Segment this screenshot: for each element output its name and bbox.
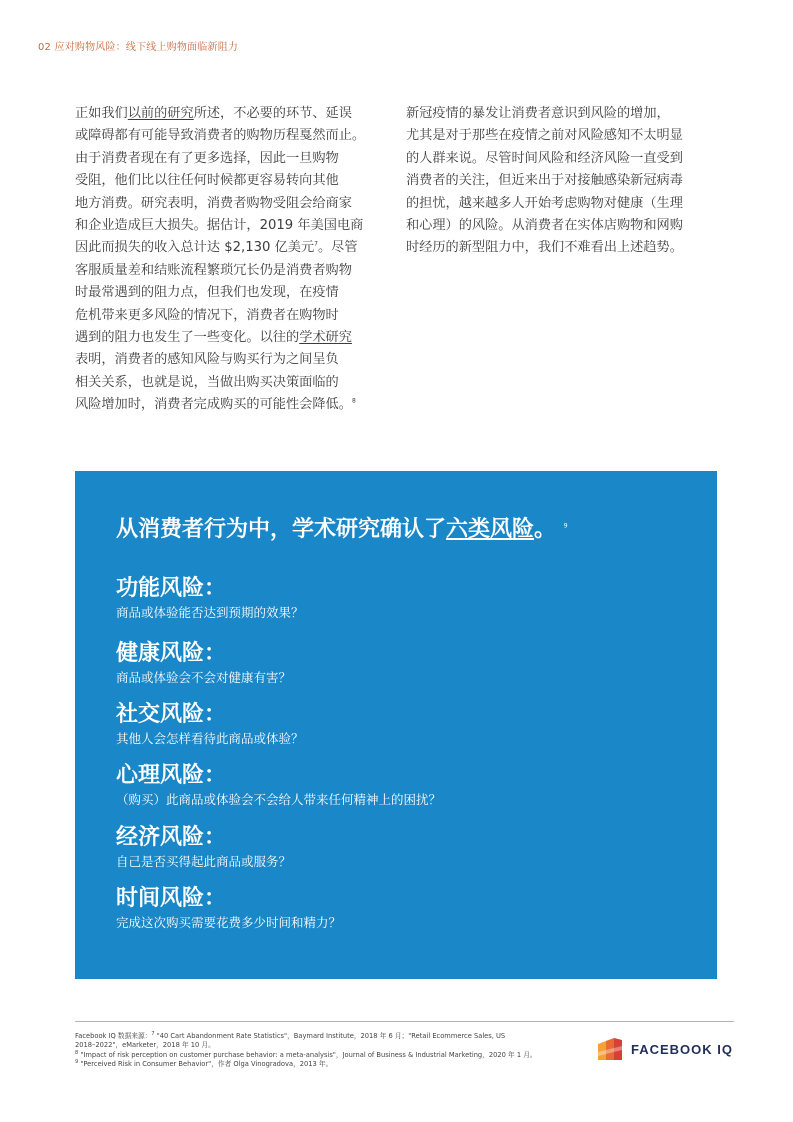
- risk-name: 社交风险：: [116, 702, 227, 727]
- right-line-6: 和心理）的风险。从消费者在实体店购物和网购: [406, 218, 683, 234]
- risk-name: 功能风险：: [116, 576, 227, 601]
- footnote-line-3: $^8$ "Impact of risk perception on customer purchase behavior: a meta-analysis"，Journal of Business & Industrial Marketing，2020 年 1 月。: [75, 1049, 537, 1059]
- right-column: [406, 103, 720, 260]
- risk-health: [116, 641, 291, 687]
- left-line-11: 遇到的阻力也发生了一些变化。以往的学术研究: [75, 330, 352, 346]
- left-line-2: 或障碍都有可能导致消费者的购物历程戛然而止。: [75, 128, 366, 144]
- right-line-1: 新冠疫情的暴发让消费者意识到风险的增加，: [406, 106, 670, 121]
- risk-name: 健康风险：: [116, 641, 227, 666]
- footnotes: [75, 1032, 595, 1070]
- left-line-14: 风险增加时，消费者完成购买的可能性会降低。$^8$: [75, 397, 356, 413]
- facebook-iq-logo-icon: [598, 1038, 622, 1060]
- left-line-12: 表明，消费者的感知风险与购买行为之间呈负: [75, 352, 339, 368]
- left-line-3: 由于消费者现在有了更多选择，因此一旦购物: [75, 150, 339, 166]
- right-line-4: 消费者的关注，但近来出于对接触感染新冠病毒: [406, 173, 683, 189]
- left-column: [75, 103, 397, 417]
- risk-desc: 商品或体验会不会对健康有害？: [116, 670, 292, 685]
- brand-name: FACEBOOK IQ: [631, 1041, 734, 1057]
- section-header: 02 应对购物风险：线下线上购物面临新阻力: [38, 42, 239, 53]
- footnote-line-1: Facebook IQ 数据来源：$^7$ "40 Cart Abandonment Rate Statistics"，Baymard Institute，2018 年 6 月；"Retail Ecommerce Sales, US: [75, 1030, 506, 1040]
- previous-research-link[interactable]: 以前的研究: [127, 106, 194, 121]
- risk-time: [116, 886, 341, 932]
- right-line-3: 的人群来说。尽管时间风险和经济风险一直受到: [406, 150, 683, 166]
- left-line-6: 和企业造成巨大损失。据估计，2019 年美国电商: [75, 218, 364, 234]
- left-line-5: 地方消费。研究表明，消费者购物受阻会给商家: [75, 195, 352, 211]
- left-line-8: 客服质量差和结账流程繁琐冗长仍是消费者购物: [75, 262, 352, 278]
- risk-desc: 完成这次购买需要花费多少时间和精力？: [116, 915, 342, 930]
- footnote-ref-7[interactable]: 7: [314, 241, 318, 249]
- risk-name: 心理风险：: [116, 763, 227, 788]
- risk-desc: 商品或体验能否达到预期的效果？: [116, 605, 304, 620]
- risk-desc: 自己是否买得起此商品或服务？: [116, 854, 292, 869]
- footnote-line-2: 2018–2022"，eMarketer，2018 年 10 月。: [75, 1041, 215, 1050]
- risk-name: 经济风险：: [116, 825, 227, 850]
- left-line-9: 时最常遇到的阻力点，但我们也发现，在疫情: [75, 285, 339, 301]
- left-line-4: 受阻，他们比以往任何时候都更容易转向其他: [75, 173, 339, 189]
- risk-psychological: [116, 763, 441, 809]
- academic-research-link[interactable]: 学术研究: [299, 330, 352, 346]
- six-risks-panel: [75, 471, 717, 979]
- risk-desc: （购买）此商品或体验会不会给人带来任何精神上的困扰？: [116, 792, 442, 807]
- footnote-ref-9[interactable]: 9: [563, 522, 568, 530]
- left-line-13: 相关关系，也就是说，当做出购买决策面临的: [75, 374, 339, 390]
- right-line-7: 时经历的新型阻力中，我们不难看出上述趋势。: [406, 240, 683, 256]
- six-risks-link[interactable]: 六类风险: [446, 517, 535, 542]
- risk-desc: 其他人会怎样看待此商品或体验？: [116, 731, 304, 746]
- footnote-ref-8[interactable]: 8: [351, 397, 356, 405]
- right-line-5: 的担忧，越来越多人开始考虑购物对健康（生理: [406, 195, 683, 211]
- risk-financial: [116, 825, 291, 871]
- left-line-10: 危机带来更多风险的情况下，消费者在购物时: [75, 307, 339, 323]
- panel-title: 从消费者行为中，学术研究确认了六类风险。 $^9$: [116, 517, 568, 542]
- risk-functional: [116, 576, 304, 622]
- footnote-line-4: $^9$ "Perceived Risk in Consumer Behavior"，作者 Olga Vinogradova，2013 年。: [75, 1058, 333, 1069]
- risk-social: [116, 702, 304, 748]
- left-line-1: 正如我们以前的研究所述，不必要的环节、延误: [75, 106, 352, 121]
- risk-name: 时间风险：: [116, 886, 227, 911]
- facebook-iq-brand: [598, 1038, 733, 1060]
- footer-divider: [75, 1021, 734, 1022]
- right-line-2: 尤其是对于那些在疫情之前对风险感知不太明显: [406, 128, 683, 144]
- left-line-7: 因此而损失的收入总计达 $2,130 亿美元$^7$。尽管: [75, 240, 358, 256]
